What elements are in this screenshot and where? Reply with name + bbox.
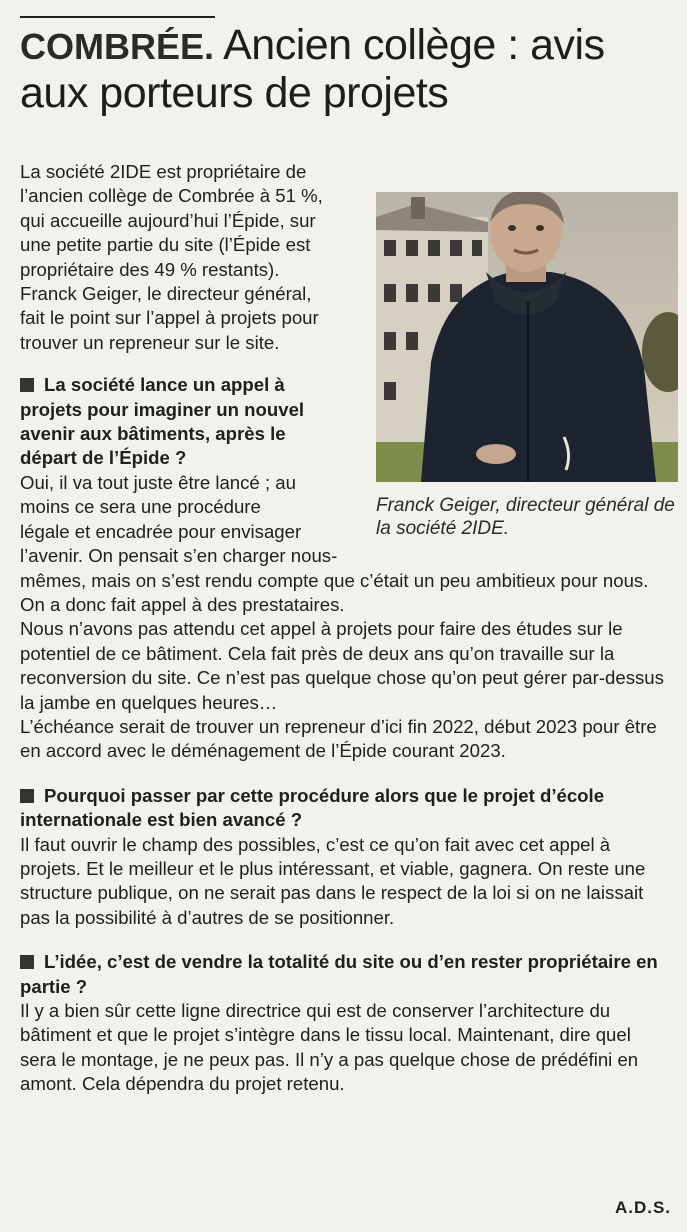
answer-3: Il y a bien sûr cette ligne directrice qui est de conserver l’architecture du bâtiment et que le projet s’intègre dans le tissu local. Maintenant, dire quel sera le montage, je ne peux pas. Il n’y a pas quelque chose de prédéfini en amont. Cela dépendra du projet retenu. [20, 1000, 639, 1095]
article-body [20, 160, 675, 1097]
headline-rule [20, 16, 215, 18]
photo-figure [376, 192, 678, 540]
author-signature: A.D.S. [614, 1198, 671, 1217]
headline-title: Ancien collège : avis aux porteurs de projets [20, 21, 605, 117]
answer-1-para-2: Nous n’avons pas attendu cet appel à projets pour faire des études sur le potentiel de ce bâtiment. Cela fait près de deux ans qu’on travaille sur la reconversion du site. Ce n’est pas quelque chose qu’on peut gérer par-dessus la jambe en quelques heures… [20, 618, 664, 713]
headline-place: COMBRÉE. [20, 26, 215, 67]
answer-1-para-1: légale et encadrée pour envisager l’avenir. On pensait s’en charger nous-mêmes, mais on s’est rendu compte que c’était un peu ambitieux pour nous. On a donc fait appel à des prestataires. [20, 520, 649, 615]
bullet-square-icon [20, 378, 34, 392]
photo-caption: Franck Geiger, directeur général de la société 2IDE. [376, 495, 675, 539]
answer-1-para-3: L’échéance serait de trouver un repreneur d’ici fin 2022, début 2023 pour être en accord avec le déménagement de l’Épide courant 2023. [20, 715, 657, 762]
answer-1-start: Oui, il va tout juste être lancé ; au moins ce sera une procédure [20, 471, 296, 518]
bullet-square-icon [20, 789, 34, 803]
question-2: Pourquoi passer par cette procédure alors que le projet d’école internationale est bien avancé ? [20, 784, 605, 831]
answer-2: Il faut ouvrir le champ des possibles, c’est ce qu’on fait avec cet appel à projets. Et le meilleur et le plus intéressant, et viable, gagnera. On reste une structure publique, on ne serait pas dans le respect de la loi si on ne laissait pas la possibilité à d’autres de se positionner. [20, 833, 646, 928]
portrait-photo [376, 192, 678, 482]
question-3: L’idée, c’est de vendre la totalité du site ou d’en rester propriétaire en partie ? [20, 951, 658, 997]
question-1: La société lance un appel à projets pour imaginer un nouvel avenir aux bâtiments, après le départ de l’Épide ? [20, 374, 305, 469]
intro-paragraph: La société 2IDE est propriétaire de l’ancien collège de Combrée à 51 %, qui accueille aujourd’hui l’Épide, sur une petite partie du site (l’Épide est propriétaire des 49 % restants). Franck Geiger, le directeur général, fait le point sur l’appel à projets pour trouver un repreneur sur le site. [20, 161, 323, 353]
headline [20, 22, 670, 116]
bullet-square-icon [20, 955, 34, 969]
